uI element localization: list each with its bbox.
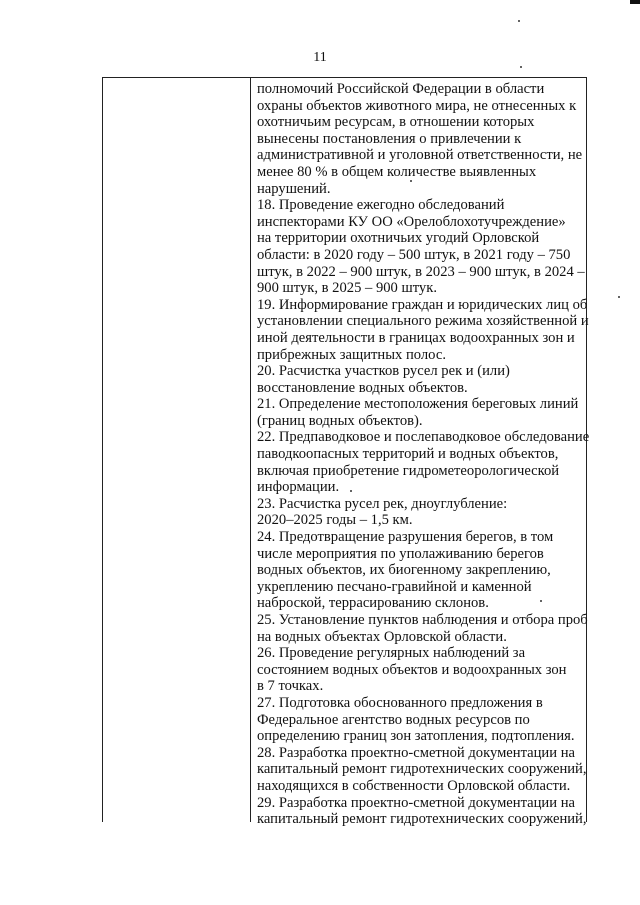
scan-speck [520, 66, 522, 68]
text-line: на территории охотничьих угодий Орловской [257, 230, 540, 247]
scan-speck [618, 296, 620, 298]
text-line: вынесены постановления о привлечении к [257, 130, 522, 147]
table-left-column [103, 78, 251, 822]
text-line: числе мероприятия по уполаживанию берегов [257, 545, 544, 562]
text-line: 29. Разработка проектно-сметной документации на [257, 794, 575, 811]
text-line: водных объектов, их биогенному закреплению, [257, 562, 551, 579]
text-line: капитальный ремонт гидротехнических сооружений, [257, 761, 587, 778]
text-line: 25. Установление пунктов наблюдения и отбора проб [257, 612, 588, 628]
text-line: охраны объектов животного мира, не отнесенных к [257, 97, 577, 114]
text-line: (границ водных объектов). [257, 412, 423, 429]
text-line: менее 80 % в общем количестве выявленных [257, 163, 537, 180]
text-line: паводкоопасных территорий и водных объектов, [257, 446, 559, 463]
table-right-column [257, 81, 590, 828]
text-line: области: в 2020 году – 500 штук, в 2021 году – 750 [257, 246, 571, 263]
text-line: установлении специального режима хозяйственной и [257, 313, 589, 330]
text-line: укреплению песчано-гравийной и каменной [257, 578, 532, 595]
text-line: 18. Проведение ежегодно обследований [257, 197, 505, 214]
text-line: восстановление водных объектов. [257, 379, 468, 396]
text-line: 22. Предпаводковое и послепаводковое обследование [257, 429, 590, 446]
text-line: определению границ зон затопления, подтопления. [257, 728, 575, 745]
text-line: 900 штук, в 2025 – 900 штук. [257, 280, 437, 297]
text-line: 2020–2025 годы – 1,5 км. [257, 512, 413, 529]
text-line: нарушений. [257, 180, 331, 197]
text-line: охотничьим ресурсам, в отношении которых [257, 114, 535, 131]
text-line: полномочий Российской Федерации в области [257, 81, 545, 97]
text-line: штук, в 2022 – 900 штук, в 2023 – 900 штук, в 2024 – [257, 263, 585, 280]
text-line: включая приобретение гидрометеорологической [257, 462, 560, 479]
document-table [102, 77, 590, 828]
text-line: Федеральное агентство водных ресурсов по [257, 711, 530, 728]
text-line: на водных объектах Орловской области. [257, 628, 507, 645]
text-line: находящихся в собственности Орловской области. [257, 777, 571, 794]
text-line: инспекторами КУ ОО «Орелоблохотучреждение» [257, 213, 566, 230]
text-line: 28. Разработка проектно-сметной документации на [257, 744, 575, 761]
text-line: 27. Подготовка обоснованного предложения в [257, 694, 543, 711]
text-line: 19. Информирование граждан и юридических лиц об [257, 296, 588, 313]
text-line: 20. Расчистка участков русел рек и (или) [257, 363, 510, 380]
text-line: прибрежных защитных полос. [257, 346, 446, 363]
text-line: в 7 точках. [257, 678, 324, 695]
text-line: состоянием водных объектов и водоохранных зон [257, 661, 567, 678]
page-number: 11 [313, 50, 327, 65]
text-line: 21. Определение местоположения береговых линий [257, 396, 579, 413]
text-line: 26. Проведение регулярных наблюдений за [257, 645, 526, 662]
scan-corner-mark [630, 0, 640, 4]
text-line: 23. Расчистка русел рек, дноуглубление: [257, 495, 508, 512]
text-line: информации. [257, 479, 340, 496]
scan-speck [518, 20, 520, 22]
text-line: 24. Предотвращение разрушения берегов, в том [257, 529, 554, 546]
text-line: административной и уголовной ответственности, не [257, 147, 583, 164]
text-line: иной деятельности в границах водоохранных зон и [257, 329, 575, 346]
text-line: капитальный ремонт гидротехнических сооружений, [257, 811, 587, 828]
text-line: наброской, террасированию склонов. [257, 595, 489, 612]
